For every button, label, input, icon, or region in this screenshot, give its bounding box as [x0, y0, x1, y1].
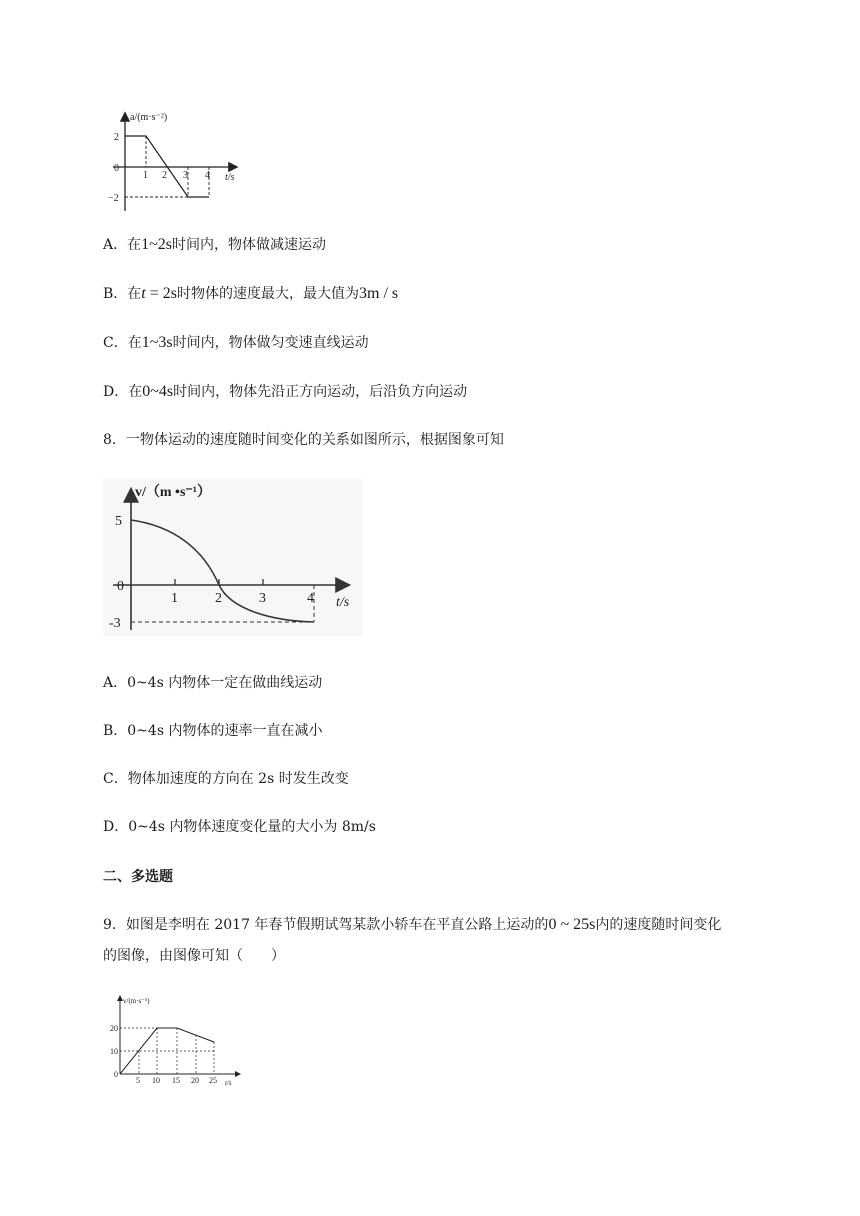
q9-stem-line1: 9．如图是李明在 2017 年春节假期试驾某款小轿车在平直公路上运动的0 ~ 25s内的速度随时间变化 — [103, 916, 722, 933]
q9-stem-line2: 的图像，由图像可知（ ） — [103, 948, 285, 964]
x-tick-2: 2 — [215, 591, 222, 606]
x-tick-4: 4 — [205, 170, 210, 181]
x-axis-label: t/s — [336, 595, 350, 610]
q7-option-c: C．在1~3s时间内，物体做匀变速直线运动 — [103, 334, 369, 351]
q8-option-d: D．0~4s 内物体速度变化量的大小为 8m/s — [103, 819, 376, 835]
x-tick-25: 25 — [209, 1076, 217, 1085]
y-tick-neg3: -3 — [109, 616, 121, 631]
velocity-time-graph-q8 — [103, 478, 363, 636]
q8-option-a: A．0~4s 内物体一定在做曲线运动 — [103, 675, 323, 691]
q8-stem: 8．一物体运动的速度随时间变化的关系如图所示，根据图象可知 — [103, 432, 504, 448]
q7-option-b: B．在t = 2s时物体的速度最大，最大值为3m / s — [103, 285, 399, 302]
q7-option-a: A．在1~2s时间内，物体做减速运动 — [103, 236, 327, 253]
y-tick-5: 5 — [115, 514, 122, 529]
velocity-line — [120, 1028, 214, 1074]
x-tick-1: 1 — [143, 170, 148, 181]
x-tick-3: 3 — [259, 591, 266, 606]
x-tick-3: 3 — [183, 170, 188, 181]
y-axis-label: v/（m •s⁻¹） — [135, 485, 211, 500]
y-axis-label: a/(m·s⁻²) — [130, 112, 168, 123]
y-tick-2: 2 — [114, 132, 119, 143]
y-tick-10: 10 — [110, 1047, 118, 1056]
x-tick-20: 20 — [191, 1076, 199, 1085]
x-tick-2: 2 — [162, 170, 167, 181]
acceleration-time-graph — [108, 106, 243, 216]
x-tick-15: 15 — [172, 1076, 180, 1085]
x-tick-5: 5 — [136, 1076, 140, 1085]
y-axis-label: v/(m·s⁻¹) — [123, 997, 150, 1005]
q8-option-b: B．0~4s 内物体的速率一直在减小 — [103, 723, 323, 739]
section-heading-multiple-choice: 二、多选题 — [103, 869, 173, 885]
y-tick-0: 0 — [114, 163, 119, 174]
x-tick-10: 10 — [152, 1076, 160, 1085]
x-axis-label: t/s — [225, 172, 235, 183]
x-tick-4: 4 — [307, 591, 314, 606]
q8-option-c: C．物体加速度的方向在 2s 时发生改变 — [103, 771, 349, 787]
x-tick-1: 1 — [171, 591, 178, 606]
q7-option-d: D．在0~4s时间内，物体先沿正方向运动，后沿负方向运动 — [103, 383, 468, 400]
velocity-time-graph-q9 — [110, 992, 245, 1087]
y-tick-0: 0 — [117, 579, 124, 594]
y-tick-neg2: −2 — [108, 193, 119, 204]
x-axis-label: t/s — [225, 1079, 232, 1087]
y-tick-0: 0 — [114, 1070, 118, 1079]
y-tick-20: 20 — [110, 1024, 118, 1033]
